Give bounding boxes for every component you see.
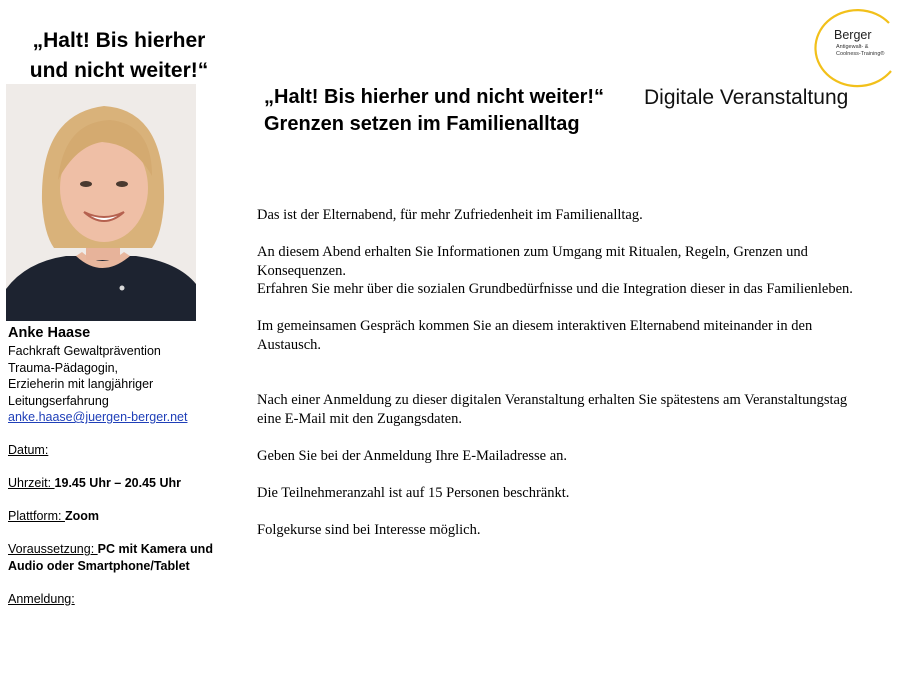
description-paragraph: Folgekurse sind bei Interesse möglich.: [257, 521, 481, 538]
platform-label: Plattform:: [8, 509, 65, 523]
date-label: Datum:: [8, 443, 49, 457]
description-paragraph: Im gemeinsamen Gespräch kommen Sie an diesem interaktiven Elternabend miteinander in den: [257, 318, 813, 334]
presenter-role: Leitungserfahrung: [8, 393, 109, 408]
flyer-title-left: [0, 26, 238, 86]
presenter-role: Trauma-Pädagogin,: [8, 360, 119, 375]
logo-subtitle-line1: Antigewalt- &: [836, 44, 869, 50]
headline-line1: „Halt! Bis hierher und nicht weiter!“: [264, 86, 605, 108]
requirement-row: [8, 541, 238, 558]
time-row: [8, 475, 238, 492]
requirement-label: Voraussetzung:: [8, 542, 98, 556]
logo-subtitle-line2: Coolness-Training®: [836, 51, 885, 57]
portrait-photo: [6, 84, 196, 321]
event-type-tagline: Digitale Veranstaltung: [644, 86, 849, 109]
description-paragraph: Konsequenzen.: [257, 262, 346, 279]
description-paragraph: Geben Sie bei der Anmeldung Ihre E-Mailadresse an.: [257, 447, 568, 464]
description-paragraph: eine E-Mail mit den Zugangsdaten.: [257, 410, 462, 427]
main-headline: [264, 84, 604, 138]
registration-label: Anmeldung:: [8, 591, 75, 606]
description-paragraph: An diesem Abend erhalten Sie Informationen zum Umgang mit Ritualen, Regeln, Grenzen und: [257, 244, 808, 260]
presenter-role: Erzieherin mit langjähriger: [8, 377, 154, 391]
description-paragraph: Die Teilnehmeranzahl ist auf 15 Personen beschränkt.: [257, 484, 570, 501]
flyer-title-line1: „Halt! Bis hierher: [32, 29, 206, 52]
logo-subtitle: [836, 44, 906, 58]
description-paragraph: Nach einer Anmeldung zu dieser digitalen Veranstaltung erhalten Sie spätestens am Veranstaltungstag: [257, 392, 848, 408]
presenter-info: [8, 324, 238, 607]
requirement-value: PC mit Kamera und: [97, 542, 213, 556]
presenter-email-link[interactable]: anke.haase@juergen-berger.net: [8, 410, 188, 424]
flyer-title-line2: und nicht weiter!“: [29, 59, 209, 82]
presenter-role: Fachkraft Gewaltprävention: [8, 344, 161, 358]
event-description: [257, 206, 897, 539]
platform-row: [8, 508, 238, 525]
platform-value: Zoom: [64, 509, 99, 523]
logo-name: Berger: [834, 28, 872, 42]
description-paragraph: Das ist der Elternabend, für mehr Zufriedenheit im Familienalltag.: [257, 207, 643, 223]
requirement-value-cont: Audio oder Smartphone/Tablet: [8, 558, 190, 573]
presenter-name: Anke Haase: [8, 325, 91, 341]
headline-line2: Grenzen setzen im Familienalltag: [264, 113, 580, 135]
description-paragraph: Austausch.: [257, 336, 322, 353]
description-paragraph: Erfahren Sie mehr über die sozialen Grundbedürfnisse und die Integration dieser in das Familienleben.: [257, 281, 853, 297]
time-value: 19.45 Uhr – 20.45 Uhr: [54, 476, 182, 490]
time-label: Uhrzeit:: [8, 476, 55, 490]
portrait-illustration: [6, 84, 196, 321]
